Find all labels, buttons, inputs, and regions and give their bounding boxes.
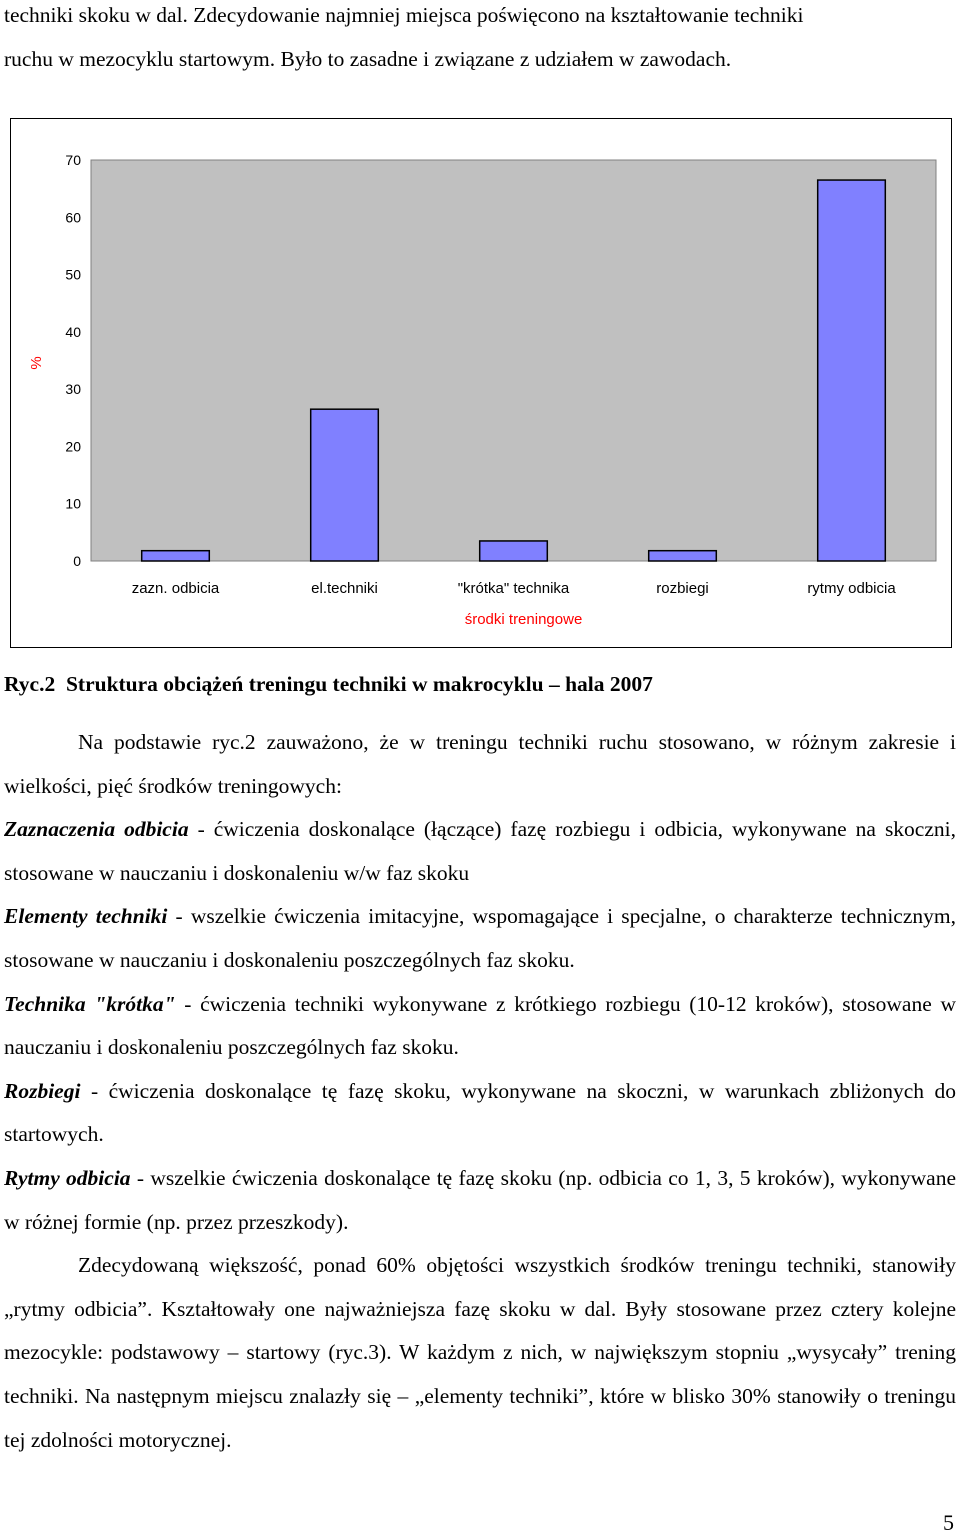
paragraph-zaznaczenia bbox=[4, 808, 956, 895]
term-rytmy: Rytmy odbicia bbox=[4, 1165, 131, 1190]
paragraph-summary: Zdecydowaną większość, ponad 60% objętości wszystkich środków treningu techniki, stanowiły „rytmy odbicia”. Kształtowały one najważniejsza fazę skoku w dal. Były stosowane przez cztery kolejne mezocykle: podstawowy – startowy (ryc.3). W każdym z nich, w największym stopniu „wysycały” trening techniki. Na następnym miejscu znalazły się – „elementy techniki”, które w blisko 30% stanowiły o treningu tej zdolności motorycznej. bbox=[4, 1253, 956, 1452]
caption-number: Ryc.2 bbox=[4, 672, 56, 696]
term-zaznaczenia: Zaznaczenia odbicia bbox=[4, 817, 189, 842]
bar bbox=[480, 541, 548, 561]
paragraph-technika bbox=[4, 983, 956, 1070]
intro-line-1: techniki skoku w dal. Zdecydowanie najmniej miejsca poświęcono na kształtowanie techniki bbox=[4, 3, 804, 27]
def-zaznaczenia: - ćwiczenia doskonalące (łączące) fazę rozbiegu i odbicia, wykonywane na skoczni, stosowane w nauczaniu i doskonaleniu w/w faz skoku bbox=[4, 817, 956, 885]
plot-area bbox=[91, 160, 936, 561]
bar bbox=[818, 180, 886, 561]
paragraph-rytmy bbox=[4, 1157, 956, 1244]
x-category-label: zazn. odbicia bbox=[131, 580, 220, 597]
y-tick-label: 50 bbox=[65, 266, 81, 283]
y-tick-label: 70 bbox=[65, 152, 81, 168]
body-text bbox=[4, 721, 956, 1462]
bar-chart bbox=[11, 119, 951, 647]
y-tick-label: 20 bbox=[65, 438, 81, 455]
paragraph-intro: Na podstawie ryc.2 zauważono, że w treningu techniki ruchu stosowano, w różnym zakresie i wielkości, pięć środków treningowych: bbox=[4, 730, 956, 798]
term-rozbiegi: Rozbiegi bbox=[4, 1078, 81, 1103]
x-category-label: "krótka" technika bbox=[457, 580, 570, 597]
paragraph-rozbiegi bbox=[4, 1070, 956, 1157]
intro-text bbox=[4, 0, 956, 81]
def-rozbiegi: - ćwiczenia doskonalące tę fazę skoku, wykonywane na skoczni, w warunkach zbliżonych do startowych. bbox=[4, 1078, 956, 1147]
y-axis-title: % bbox=[28, 356, 45, 370]
bar bbox=[649, 551, 717, 561]
x-category-label: rozbiegi bbox=[656, 580, 709, 597]
x-axis-title: środki treningowe bbox=[464, 611, 583, 628]
figure-caption bbox=[4, 672, 653, 697]
term-elementy: Elementy techniki bbox=[4, 904, 168, 929]
y-tick-label: 10 bbox=[65, 495, 81, 512]
bar bbox=[311, 409, 379, 561]
def-technika: - ćwiczenia techniki wykonywane z krótkiego rozbiegu (10-12 kroków), stosowane w nauczaniu i doskonaleniu poszczególnych faz skoku. bbox=[4, 991, 956, 1060]
caption-title: Struktura obciążeń treningu techniki w makrocyklu – hala 2007 bbox=[65, 672, 653, 696]
y-tick-label: 30 bbox=[65, 381, 81, 398]
y-tick-label: 40 bbox=[65, 323, 81, 340]
def-elementy: - wszelkie ćwiczenia imitacyjne, wspomagające i specjalne, o charakterze technicznym, stosowane w nauczaniu i doskonaleniu poszczególnych faz skoku. bbox=[4, 904, 956, 972]
y-tick-label: 60 bbox=[65, 209, 81, 226]
x-category-label: el.techniki bbox=[311, 580, 378, 597]
def-rytmy: - wszelkie ćwiczenia doskonalące tę fazę skoku (np. odbicia co 1, 3, 5 kroków), wykonywane w różnej formie (np. przez przeszkody). bbox=[4, 1165, 956, 1234]
y-tick-label: 0 bbox=[73, 553, 81, 569]
bar bbox=[142, 551, 210, 561]
intro-line-2: ruchu w mezocyklu startowym. Było to zasadne i związane z udziałem w zawodach. bbox=[4, 46, 732, 71]
paragraph-elementy bbox=[4, 895, 956, 982]
x-category-label: rytmy odbicia bbox=[807, 580, 896, 597]
chart-frame bbox=[10, 118, 952, 648]
term-technika: Technika "krótka" bbox=[4, 991, 176, 1016]
page-number: 5 bbox=[943, 1510, 954, 1535]
